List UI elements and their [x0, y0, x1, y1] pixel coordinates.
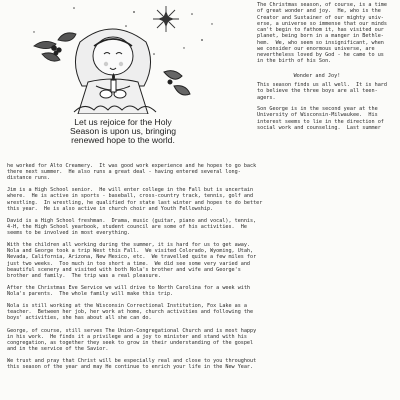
text-line: we consider our enormous universe, are [257, 45, 375, 52]
text-line: to believe the three boys are all teen- [257, 88, 378, 95]
text-line: Jim is a High School senior. He will enter college in the Fall but is uncertain [7, 187, 254, 194]
paragraph [7, 358, 397, 370]
text-line: Nola and George took a trip West this Fall. We visited Colorado, Wyoming, Utah, [7, 248, 254, 255]
text-line: wrestling. In wrestling, he qualified for state last winter and hopes to do better [7, 199, 263, 206]
text-line: erse, a universe so immense that our minds [257, 20, 387, 27]
text-line: David is a High School freshman. Drama, music (guitar, piano and vocal), tennis, [7, 217, 257, 224]
text-line: We trust and pray that Christ will be especially real and close to you throughout [7, 358, 257, 364]
paragraph [7, 187, 397, 211]
text-line: can't begin to fathom it, has visited our [257, 27, 384, 33]
text-line: University of Wisconsin-Milwaukee. His [257, 112, 378, 119]
text-line: brother and family. The trip was a real pleasure. [7, 272, 161, 279]
text-line: social work and counseling. Last summer [257, 124, 381, 131]
text-line: just two weeks. Too much in too short a time. We did see some very varied and [7, 260, 251, 267]
text-line: in the birth of his Son. [257, 58, 332, 65]
text-line: With the children all working during the summer, it is hard for us to get away. [7, 242, 251, 249]
holly-icon [34, 33, 76, 61]
caption-line: renewed hope to the world. [71, 135, 175, 145]
text-line: The Christmas season, of course, is a time [257, 2, 387, 8]
text-line: nevertheless loved by God - he came to us [257, 52, 384, 58]
paragraph [7, 242, 397, 279]
paragraph [7, 303, 397, 321]
text-line: this season of the year and may He continue to enrich your life in the New Year. [7, 364, 254, 371]
text-line: teacher. Between her job, her work at home, church activities and following the [7, 309, 254, 316]
illustration-caption [8, 118, 238, 145]
son-paragraph [257, 106, 397, 131]
text-line: there next summer. He also runs a great deal - having entered several long- [7, 169, 241, 176]
caption-line: Season is upon us, bringing [69, 126, 177, 136]
text-line: Son George is in the second year at the [257, 106, 378, 112]
text-line: beautiful scenery and visited with both Nola's brother and wife and George's [7, 266, 241, 273]
text-line: Nevada, California, Arizona, New Mexico, etc. We travelled quite a few miles for [7, 254, 257, 261]
text-line: Nola's parents. The whole family will make this trip. [7, 290, 174, 297]
text-line: 4-H, the High School yearbook, student council are some of his activities. He [7, 223, 247, 230]
star-icon [153, 6, 179, 32]
paragraph [7, 218, 397, 236]
intro-paragraph [257, 2, 397, 65]
text-line: After the Christmas Eve Service we will drive to North Carolina for a week with [7, 284, 251, 291]
text-line: and in the service of the Savior. [7, 345, 109, 352]
text-line: George, of course, still serves The Union-Congregational Church and is most happy [7, 327, 257, 334]
text-line: Nola is still working at the Wisconsin Correctional Institution, Fox Lake as a [7, 303, 247, 310]
text-line: where. He is active in sports - baseball, cross-country track, tennis, golf and [7, 193, 254, 200]
text-line: in his work. He finds it a privilege and a joy to minister and stand with his [7, 333, 247, 340]
text-line: hem. We, who seem so insignificant, when [257, 39, 384, 46]
child-figure-icon [74, 29, 190, 114]
text-line: boys' activities, she has about all she can do. [7, 315, 152, 322]
caption-line: Let us rejoice for the Holy [74, 117, 172, 127]
paragraph [7, 285, 397, 297]
text-line: of great wonder and joy. He, who is the [257, 8, 381, 15]
text-line: he worked for Alto Creamery. It was good work experience and he hopes to go back [7, 163, 257, 169]
text-line: agers. [257, 94, 276, 101]
letter-body [7, 163, 397, 370]
text-line: distance runs. [7, 175, 51, 182]
paragraph [7, 163, 397, 181]
christmas-illustration [14, 2, 224, 114]
family-paragraph [257, 82, 397, 101]
text-line: seems to be involved in most everything. [7, 230, 131, 237]
text-line: congregation, as together they seek to grow in their understanding of the gospel [7, 339, 254, 346]
paragraph [7, 328, 397, 352]
wonder-heading: Wonder and Joy! [293, 73, 341, 79]
text-line: interest seems to lie in the direction of [257, 118, 384, 125]
text-line: planet, being born in a manger in Bethle- [257, 33, 384, 40]
text-line: Creator and Sustainer of our mighty univ- [257, 14, 384, 21]
text-line: this year. He is also active in church choir and Youth Fellowship. [7, 205, 214, 212]
text-line: This season finds us all well. It is hard [257, 82, 387, 88]
